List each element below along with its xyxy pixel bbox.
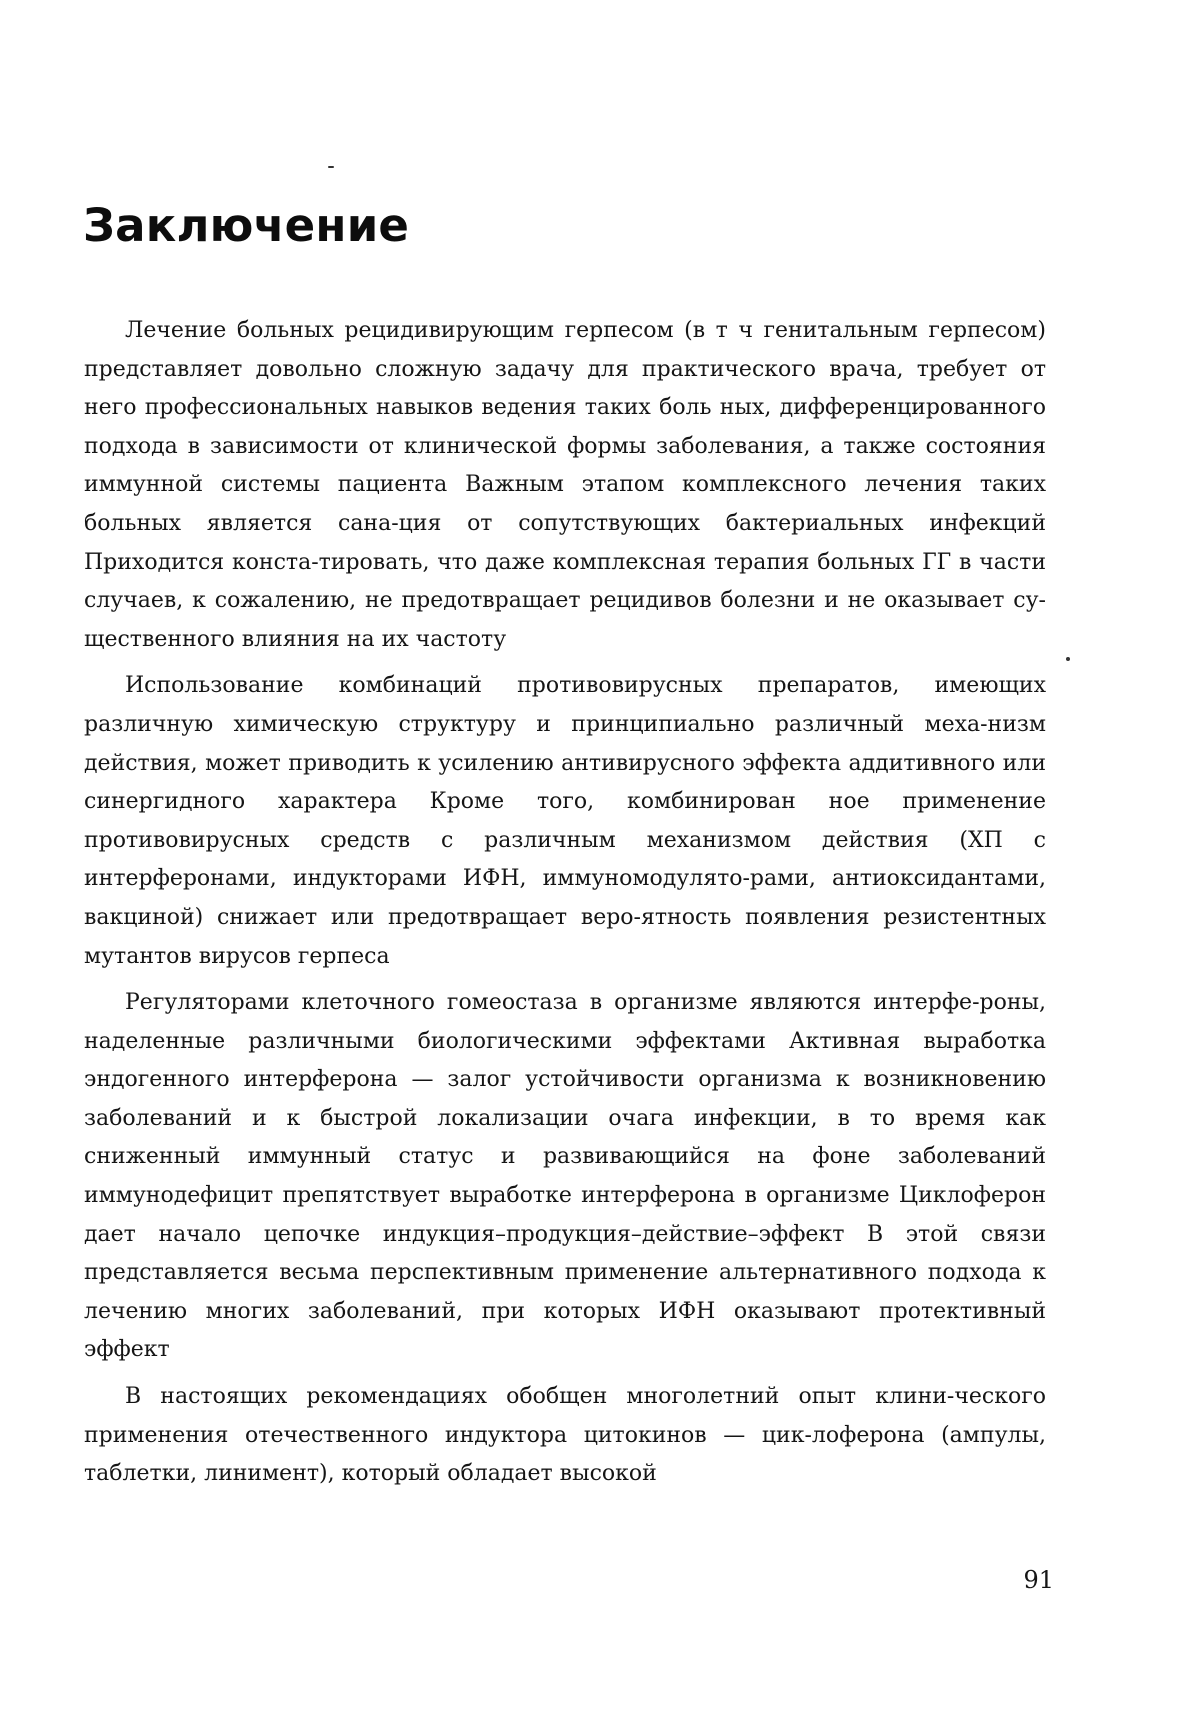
- body-text: [84, 312, 1046, 1502]
- section-heading: Заключение: [83, 199, 410, 252]
- scan-speck: [1066, 657, 1070, 661]
- paragraph: Использование комбинаций противовирусных препаратов, имеющих различную химическую структуру и принципиально различный меха-низм действия, может приводить к усилению антивирусного эффекта аддитивного или синергидного характера Кроме того, комбинирован ное применение противовирусных средств с различным механизмом действия (ХП с интерферонами, индукторами ИФН, иммуномодулято-рами, антиоксидантами, вакциной) снижает или предотвращает веро-ятность появления резистентных мутантов вирусов герпеса: [84, 673, 1046, 969]
- paragraph: Лечение больных рецидивирующим герпесом (в т ч генитальным герпесом) представляет довольно сложную задачу для практического врача, требует от него профессиональных навыков ведения таких боль ных, дифференцированного подхода в зависимости от клинической формы заболевания, а также состояния иммунной системы пациента Важным этапом комплексного лечения таких больных является сана-ция от сопутствующих бактериальных инфекций Приходится конста-тировать, что даже комплексная терапия больных ГГ в части случаев, к сожалению, не предотвращает рецидивов болезни и не оказывает су-щественного влияния на их частоту: [84, 318, 1046, 652]
- paragraph: В настоящих рекомендациях обобщен многолетний опыт клини-ческого применения отечественного индуктора цитокинов — цик-лоферона (ампулы, таблетки, линимент), который обладает высокой: [84, 1384, 1046, 1487]
- scan-speck: [328, 166, 334, 168]
- paragraph: Регуляторами клеточного гомеостаза в организме являются интерфе-роны, наделенные различными биологическими эффектами Активная выработка эндогенного интерферона — залог устойчивости организма к возникновению заболеваний и к быстрой локализации очага инфекции, в то время как сниженный иммунный статус и развивающийся на фоне заболеваний иммунодефицит препятствует выработке интерферона в организме Циклоферон дает начало цепочке индукция–продукция–действие–эффект В этой связи представляется весьма перспективным применение альтернативного подхода к лечению многих заболеваний, при которых ИФН оказывают протективный эффект: [84, 990, 1046, 1363]
- page-number: 91: [1023, 1566, 1054, 1594]
